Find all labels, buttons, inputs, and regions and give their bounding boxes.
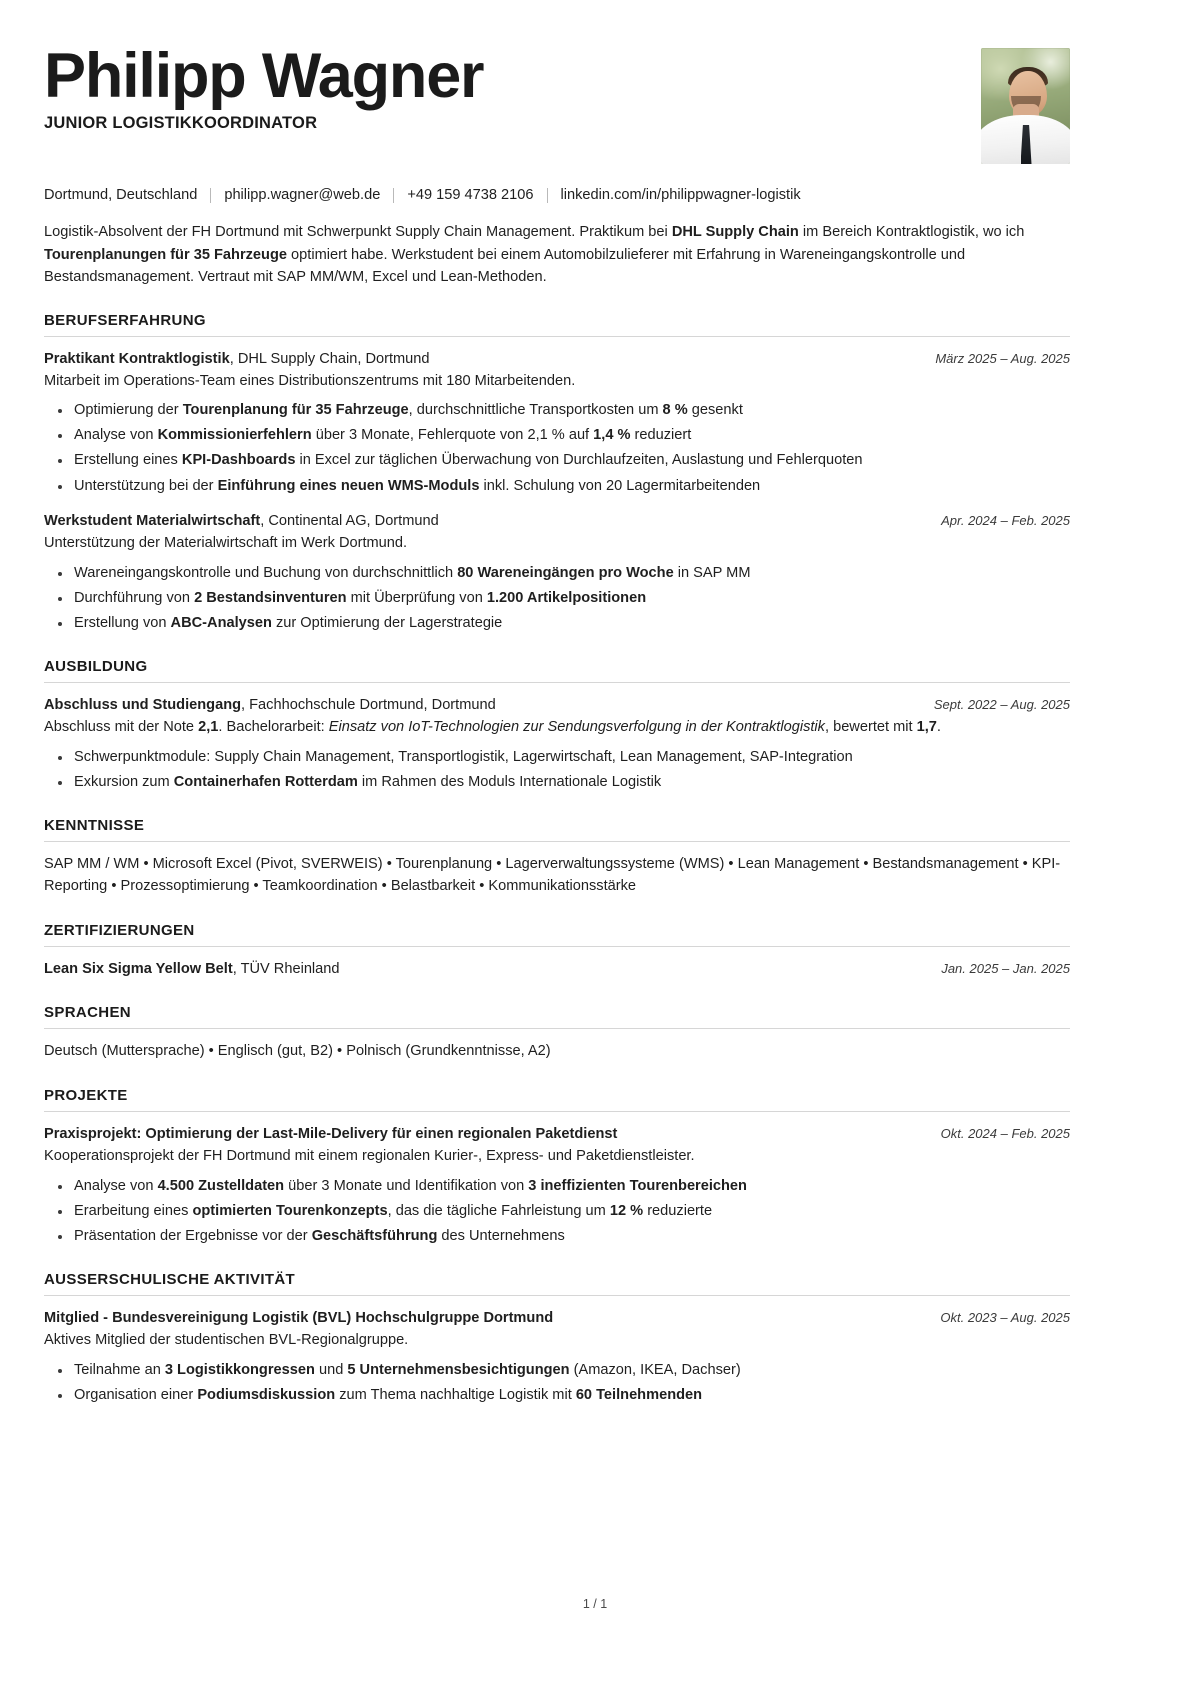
text-bold-run: 2,1	[198, 719, 219, 736]
bullet-item	[74, 1225, 1070, 1248]
text-bold-run: Einführung eines neuen WMS-Moduls	[217, 477, 480, 494]
section-divider	[44, 841, 1070, 842]
text-bold-run: 1,4 %	[593, 427, 631, 444]
education-entry	[44, 695, 1070, 793]
contact-separator-icon	[210, 188, 211, 203]
text-run: über 3 Monate und Identifikation von	[284, 1177, 529, 1194]
text-bold-run: Kommissionierfehlern	[157, 427, 312, 444]
text-run: Organisation einer	[74, 1386, 198, 1403]
projects-entry	[44, 1124, 1070, 1247]
entry-bullet-list	[44, 1175, 1070, 1248]
text-run: Exkursion zum	[74, 773, 174, 790]
entry-description: Kooperationsprojekt der FH Dortmund mit einem regionalen Kurier-, Express- und Paketdienstleister.	[44, 1148, 695, 1165]
bullet-item	[74, 771, 1070, 794]
text-run: Wareneingangskontrolle und Buchung von durchschnittlich	[74, 564, 458, 581]
entry-date-range: März 2025 – Aug. 2025	[935, 350, 1070, 366]
bullet-item	[74, 475, 1070, 498]
text-bold-run: 60 Teilnehmenden	[575, 1386, 703, 1403]
bullet-item	[74, 612, 1070, 635]
certifications-entry	[44, 959, 1070, 980]
resume-content	[44, 41, 1070, 1406]
professional-summary	[44, 221, 1070, 288]
entry-date-range: Jan. 2025 – Jan. 2025	[941, 961, 1070, 977]
text-run: und	[314, 1361, 348, 1378]
entry-header-row	[44, 349, 1070, 370]
entry-date-range: Okt. 2023 – Aug. 2025	[940, 1310, 1070, 1326]
text-run: , das die tägliche Fahrleistung um	[387, 1202, 610, 1219]
entry-bullet-list	[44, 1359, 1070, 1407]
text-run: Präsentation der Ergebnisse vor der	[74, 1227, 312, 1244]
section-divider	[44, 1028, 1070, 1029]
section-divider	[44, 336, 1070, 337]
candidate-name: Philipp Wagner	[44, 41, 484, 111]
text-run: mit Überprüfung von	[346, 589, 487, 606]
candidate-job-title: JUNIOR LOGISTIKKOORDINATOR	[44, 114, 318, 133]
summary-text-2: im Bereich Kontraktlogistik, wo ich	[798, 224, 1025, 241]
text-run: Erarbeitung eines	[74, 1202, 193, 1219]
bullet-item	[74, 1384, 1070, 1407]
header-text-block	[44, 41, 961, 133]
contact-location: Dortmund, Deutschland	[44, 187, 198, 203]
entry-title	[44, 1124, 923, 1145]
summary-text-1: Logistik-Absolvent der FH Dortmund mit Schwerpunkt Supply Chain Management. Praktikum bei	[44, 224, 672, 241]
section-experience	[44, 312, 1070, 634]
text-run: Schwerpunktmodule: Supply Chain Management, Transportlogistik, Lagerwirtschaft, Lean Management, SAP-Integration	[74, 748, 853, 765]
contact-separator-icon	[547, 188, 548, 203]
section-heading-languages: SPRACHEN	[44, 1004, 131, 1022]
text-bold-run: 3 Logistikkongressen	[164, 1361, 315, 1378]
text-bold-run: 3 ineffizienten Tourenbereichen	[528, 1177, 747, 1194]
bullet-item	[74, 587, 1070, 610]
text-bold-run: Geschäftsführung	[311, 1227, 438, 1244]
entry-header-row	[44, 695, 1070, 716]
section-extracurricular	[44, 1271, 1070, 1406]
section-heading-certifications: ZERTIFIZIERUNGEN	[44, 922, 195, 940]
text-run: Analyse von	[74, 427, 158, 444]
text-italic-run: Einsatz von IoT-Technologien zur Sendungsverfolgung in der Kontraktlogistik	[328, 719, 825, 736]
extracurricular-entry	[44, 1308, 1070, 1406]
section-heading-experience: BERUFSERFAHRUNG	[44, 311, 206, 329]
text-bold-run: 1.200 Artikelpositionen	[486, 589, 647, 606]
entry-title	[44, 1308, 922, 1329]
entry-role: Lean Six Sigma Yellow Belt	[44, 961, 233, 978]
text-run: Erstellung eines	[74, 452, 182, 469]
text-run: (Amazon, IKEA, Dachser)	[569, 1361, 741, 1378]
contact-phone[interactable]: +49 159 4738 2106	[407, 187, 534, 203]
section-heading-skills: KENNTNISSE	[44, 817, 145, 835]
contact-linkedin[interactable]: linkedin.com/in/philippwagner-logistik	[560, 187, 801, 203]
text-run: reduzierte	[643, 1202, 713, 1219]
entry-bullet-list	[44, 746, 1070, 794]
text-bold-run: 12 %	[609, 1202, 644, 1219]
entry-header-row	[44, 1308, 1070, 1329]
text-run: .	[936, 719, 941, 736]
entry-role: Werkstudent Materialwirtschaft	[44, 513, 261, 530]
text-run: Erstellung von	[74, 614, 171, 631]
text-run: Unterstützung bei der	[74, 477, 218, 494]
text-bold-run: 80 Wareneingängen pro Woche	[457, 564, 674, 581]
text-bold-run: Podiumsdiskussion	[197, 1386, 336, 1403]
entry-description: Unterstützung der Materialwirtschaft im Werk Dortmund.	[44, 535, 408, 552]
bullet-item	[74, 1200, 1070, 1223]
text-bold-run: ABC-Analysen	[170, 614, 272, 631]
text-bold-run: Tourenplanung für 35 Fahrzeuge	[182, 402, 409, 419]
contact-email[interactable]: philipp.wagner@web.de	[224, 187, 381, 203]
entry-header-row	[44, 1124, 1070, 1145]
entry-title	[44, 511, 923, 532]
text-bold-run: 5 Unternehmensbesichtigungen	[347, 1361, 570, 1378]
text-bold-run: 8 %	[662, 402, 688, 419]
entry-title	[44, 695, 916, 716]
summary-text-3: optimiert habe. Werkstudent bei einem Automobilzulieferer mit Erfahrung in Wareneingangskontrolle und Bestandsmanagement. Vertraut mit SAP MM/WM, Excel und Lean-Methoden.	[44, 246, 966, 285]
text-run: Teilnahme an	[74, 1361, 165, 1378]
text-bold-run: optimierten Tourenkonzepts	[192, 1202, 388, 1219]
summary-highlight-1: DHL Supply Chain	[671, 224, 799, 241]
skills-text: SAP MM / WM • Microsoft Excel (Pivot, SVERWEIS) • Tourenplanung • Lagerverwaltungssysteme (WMS) • Lean Management • Bestandsmanagement • KPI-Reporting • Prozessoptimierung • Teamkoordination • Belastbarkeit • Kommunikationsstärke	[44, 856, 1061, 895]
section-divider	[44, 1295, 1070, 1296]
page-indicator: 1 / 1	[582, 1597, 608, 1611]
text-run: reduziert	[630, 427, 692, 444]
entry-role: Mitglied - Bundesvereinigung Logistik (BVL) Hochschulgruppe Dortmund	[44, 1310, 554, 1327]
bullet-item	[74, 746, 1070, 769]
section-languages	[44, 1004, 1070, 1063]
entry-role: Abschluss und Studiengang	[44, 697, 242, 714]
section-skills	[44, 817, 1070, 898]
text-run: . Bachelorarbeit:	[218, 719, 329, 736]
text-run: in SAP MM	[673, 564, 751, 581]
entry-description	[44, 717, 1070, 738]
entry-date-range: Okt. 2024 – Feb. 2025	[940, 1126, 1070, 1142]
entry-bullet-list	[44, 399, 1070, 497]
text-run: Optimierung der	[74, 402, 183, 419]
entry-title	[44, 959, 923, 980]
entry-organization: , TÜV Rheinland	[232, 961, 340, 978]
profile-photo	[981, 48, 1070, 164]
bullet-item	[74, 424, 1070, 447]
contact-separator-icon	[393, 188, 394, 203]
section-certifications	[44, 922, 1070, 980]
text-bold-run: 4.500 Zustelldaten	[157, 1177, 285, 1194]
text-bold-run: Containerhafen Rotterdam	[173, 773, 358, 790]
text-run: , bewertet mit	[824, 719, 917, 736]
bullet-item	[74, 1359, 1070, 1382]
entry-organization: , DHL Supply Chain, Dortmund	[229, 350, 430, 367]
entry-organization: , Continental AG, Dortmund	[260, 513, 439, 530]
section-education	[44, 658, 1070, 793]
contact-line	[44, 185, 1070, 205]
text-run: in Excel zur täglichen Überwachung von Durchlaufzeiten, Auslastung und Fehlerquoten	[295, 452, 863, 469]
experience-entry	[44, 349, 1070, 497]
bullet-item	[74, 562, 1070, 585]
entry-description: Mitarbeit im Operations-Team eines Distributionszentrums mit 180 Mitarbeitenden.	[44, 373, 576, 390]
text-run: Durchführung von	[74, 589, 195, 606]
text-run: im Rahmen des Moduls Internationale Logistik	[357, 773, 662, 790]
entry-date-range: Apr. 2024 – Feb. 2025	[941, 513, 1070, 529]
text-run: Analyse von	[74, 1177, 158, 1194]
text-run: Abschluss mit der Note	[44, 719, 199, 736]
bullet-item	[74, 1175, 1070, 1198]
entry-title	[44, 349, 917, 370]
text-bold-run: KPI-Dashboards	[181, 452, 296, 469]
entry-role: Praktikant Kontraktlogistik	[44, 350, 230, 367]
text-bold-run: 2 Bestandsinventuren	[194, 589, 347, 606]
bullet-item	[74, 449, 1070, 472]
section-heading-projects: PROJEKTE	[44, 1087, 128, 1105]
experience-entry	[44, 511, 1070, 634]
section-heading-education: AUSBILDUNG	[44, 658, 148, 676]
text-run: zum Thema nachhaltige Logistik mit	[335, 1386, 576, 1403]
summary-highlight-2: Tourenplanungen für 35 Fahrzeuge	[44, 246, 287, 263]
entry-date-range: Sept. 2022 – Aug. 2025	[933, 697, 1070, 713]
entry-header-row	[44, 511, 1070, 532]
resume-header	[44, 41, 1070, 164]
section-divider	[44, 682, 1070, 683]
entry-bullet-list	[44, 562, 1070, 635]
section-heading-extracurricular: AUSSERSCHULISCHE AKTIVITÄT	[44, 1271, 296, 1289]
text-run: des Unternehmens	[437, 1227, 565, 1244]
entry-description: Aktives Mitglied der studentischen BVL-Regionalgruppe.	[44, 1332, 409, 1349]
entry-role: Praxisprojekt: Optimierung der Last-Mile-Delivery für einen regionalen Paketdienst	[44, 1126, 618, 1143]
bullet-item	[74, 399, 1070, 422]
entry-organization: , Fachhochschule Dortmund, Dortmund	[241, 697, 496, 714]
languages-text: Deutsch (Muttersprache) • Englisch (gut, B2) • Polnisch (Grundkenntnisse, A2)	[44, 1043, 551, 1060]
page-footer	[0, 1597, 1190, 1611]
section-divider	[44, 1111, 1070, 1112]
text-run: inkl. Schulung von 20 Lagermitarbeitenden	[479, 477, 761, 494]
section-projects	[44, 1087, 1070, 1247]
entry-header-row	[44, 959, 1070, 980]
text-run: gesenkt	[687, 402, 743, 419]
text-run: zur Optimierung der Lagerstrategie	[271, 614, 503, 631]
text-run: , durchschnittliche Transportkosten um	[408, 402, 663, 419]
resume-sections	[44, 312, 1070, 1406]
section-divider	[44, 946, 1070, 947]
text-run: über 3 Monate, Fehlerquote von 2,1 % auf	[311, 427, 594, 444]
text-bold-run: 1,7	[916, 719, 937, 736]
